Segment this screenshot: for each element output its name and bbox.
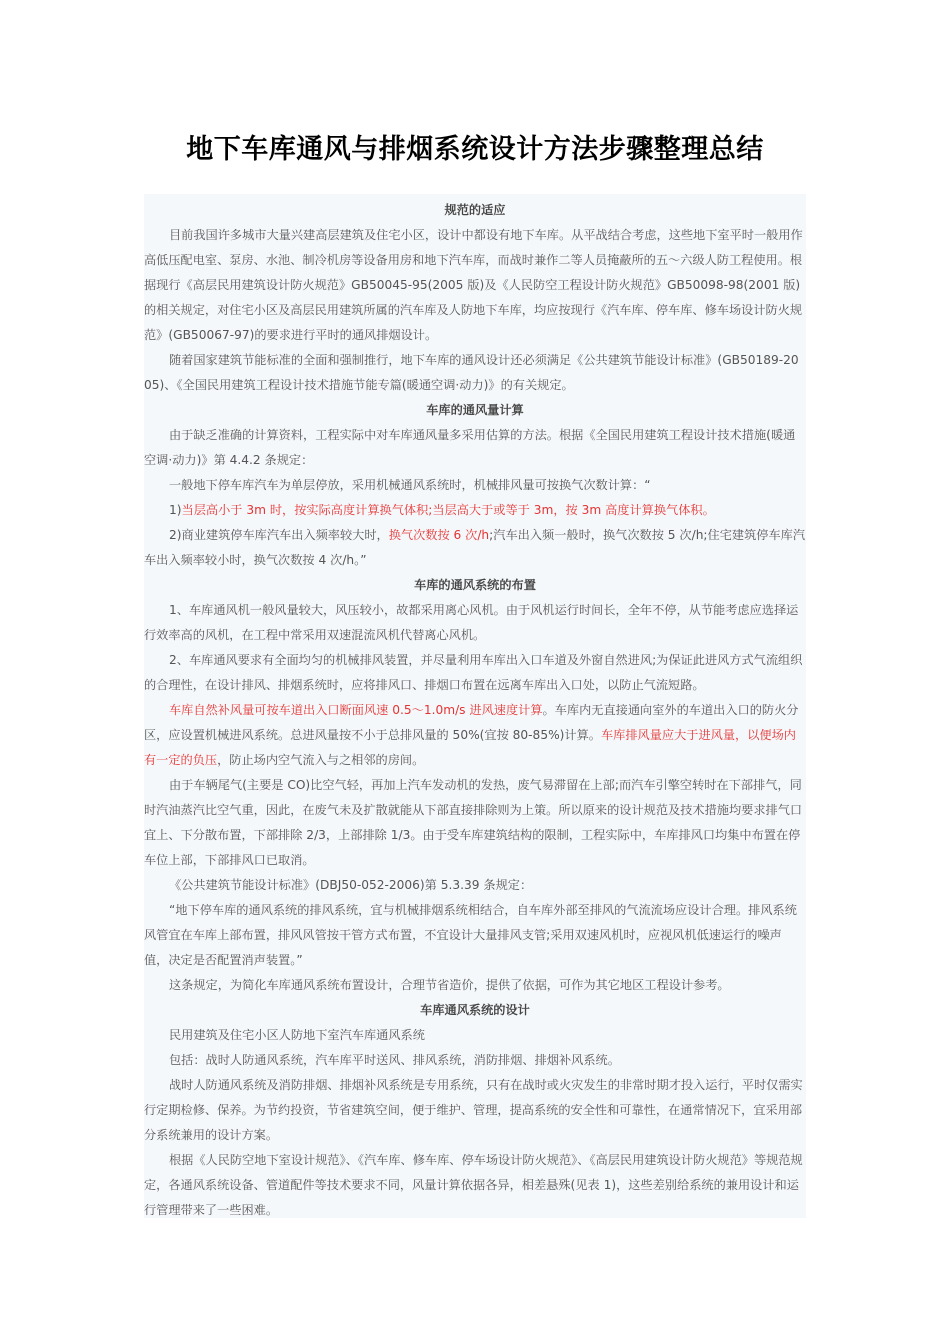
- section-heading: 规范的适应: [444, 203, 506, 217]
- highlighted-text: 车库自然补风量可按车道出入口断面风速 0.5～1.0m/s 进风速度计算: [169, 703, 543, 717]
- text-run: 1): [169, 503, 182, 517]
- text-run: ，防止场内空气流入与之相邻的房间。: [217, 753, 425, 767]
- page-title: 地下车库通风与排烟系统设计方法步骤整理总结: [186, 134, 764, 165]
- paragraph: 根据《人民防空地下室设计规范》、《汽车库、修车库、停车场设计防火规范》、《高层民用建筑设计防火规范》等规范规定，各通风系统设备、管道配件等技术要求不同，风量计算依据各异，相差悬殊(见表 1)，这些差别给系统的兼用设计和运行管理带来了一些困难。: [144, 1153, 803, 1217]
- paragraph: 2、车库通风要求有全面均匀的机械排风装置，并尽量利用车库出入口车道及外窗自然进风;为保证此进风方式气流组织的合理性，在设计排风、排烟系统时，应将排风口、排烟口布置在远离车库出入口处，以防止气流短路。: [144, 653, 803, 692]
- paragraph: 目前我国许多城市大量兴建高层建筑及住宅小区，设计中都设有地下车库。从平战结合考虑，这些地下室平时一般用作高低压配电室、泵房、水池、制冷机房等设备用房和地下汽车库，而战时兼作二等人员掩蔽所的五～六级人防工程使用。根据现行《高层民用建筑设计防火规范》GB50045-95(2005 版)及《人民防空工程设计防火规范》GB50098-98(2001 版)的相关规定，对住宅小区及高层民用建筑所属的汽车库及人防地下车库，均应按现行《汽车库、停车库、修车场设计防火规范》(GB50067-97)的要求进行平时的通风排烟设计。: [144, 228, 803, 342]
- paragraph: [144, 498, 806, 523]
- text-run: 2)商业建筑停车库汽车出入频率较大时，: [169, 528, 389, 542]
- section-heading: 车库的通风量计算: [426, 403, 524, 417]
- highlighted-text: 换气次数按 6 次/h: [388, 528, 490, 542]
- paragraph: 战时人防通风系统及消防排烟、排烟补风系统是专用系统，只有在战时或火灾发生的非常时期才投入运行，平时仅需实行定期检修、保养。为节约投资，节省建筑空间，便于维护、管理，提高系统的安全性和可靠性，在通常情况下，宜采用部分系统兼用的设计方案。: [144, 1078, 803, 1142]
- highlighted-text: 当层高小于 3m 时，按实际高度计算换气体积;当层高大于或等于 3m，按 3m 高度计算换气体积。: [181, 503, 715, 517]
- paragraph: “地下停车库的通风系统的排风系统，宜与机械排烟系统相结合，自车库外部至排风的气流流场应设计合理。排风系统风管宜在车库上部布置，排风风管按干管方式布置，不宜设计大量排风支管;采用双速风机时，应视风机低速运行的噪声值，决定是否配置消声装置。”: [144, 903, 797, 967]
- text-run: 。车库内无直接通向室外的车道出入口的防火分区，应设置机械进风系统。总进风量按不小于总排风量的 50%(宜按 80-85%)计算。: [144, 703, 799, 742]
- text-run: ;汽车出入频一般时，换气次数按 5 次/h;住宅建筑停车库汽车出入频率较小时，换气次数按 4 次/h。”: [144, 528, 806, 567]
- article-body: [144, 194, 806, 1218]
- paragraph: 1、车库通风机一般风量较大，风压较小，故都采用离心风机。由于风机运行时间长，全年不停，从节能考虑应选择运行效率高的风机，在工程中常采用双速混流风机代替离心风机。: [144, 603, 799, 642]
- paragraph: 由于车辆尾气(主要是 CO)比空气轻，再加上汽车发动机的发热，废气易滞留在上部;而汽车引擎空转时在下部排气，同时汽油蒸汽比空气重，因此，在废气未及扩散就能从下部直接排除则为上策。所以原来的设计规范及技术措施均要求排气口宜上、下分散布置，下部排除 2/3，上部排除 1/3。由于受车库建筑结构的限制，工程实际中，车库排风口均集中布置在停车位上部，下部排风口已取消。: [144, 778, 803, 867]
- paragraph: [144, 523, 806, 573]
- paragraph: 《公共建筑节能设计标准》(DBJ50-052-2006)第 5.3.39 条规定：: [169, 878, 533, 892]
- paragraph: 一般地下停车库汽车为单层停放，采用机械通风系统时，机械排风量可按换气次数计算：“: [169, 478, 651, 492]
- paragraph: [144, 698, 806, 773]
- paragraph: 随着国家建筑节能标准的全面和强制推行，地下车库的通风设计还必须满足《公共建筑节能设计标准》(GB50189-2005)、《全国民用建筑工程设计技术措施节能专篇(暖通空调·动力)》的有关规定。: [144, 353, 799, 392]
- paragraph: 民用建筑及住宅小区人防地下室汽车库通风系统: [169, 1028, 425, 1042]
- paragraph: 包括：战时人防通风系统，汽车库平时送风、排风系统，消防排烟、排烟补风系统。: [169, 1053, 620, 1067]
- paragraph: 这条规定，为简化车库通风系统布置设计，合理节省造价，提供了依据，可作为其它地区工程设计参考。: [169, 978, 730, 992]
- highlighted-text: 车库排风量应大于进风量，以便场内有一定的负压: [144, 728, 796, 767]
- paragraph: 由于缺乏准确的计算资料，工程实际中对车库通风量多采用估算的方法。根据《全国民用建筑工程设计技术措施(暖通空调·动力)》第 4.4.2 条规定：: [144, 428, 796, 467]
- section-heading: 车库通风系统的设计: [420, 1003, 530, 1017]
- section-heading: 车库的通风系统的布置: [414, 578, 536, 592]
